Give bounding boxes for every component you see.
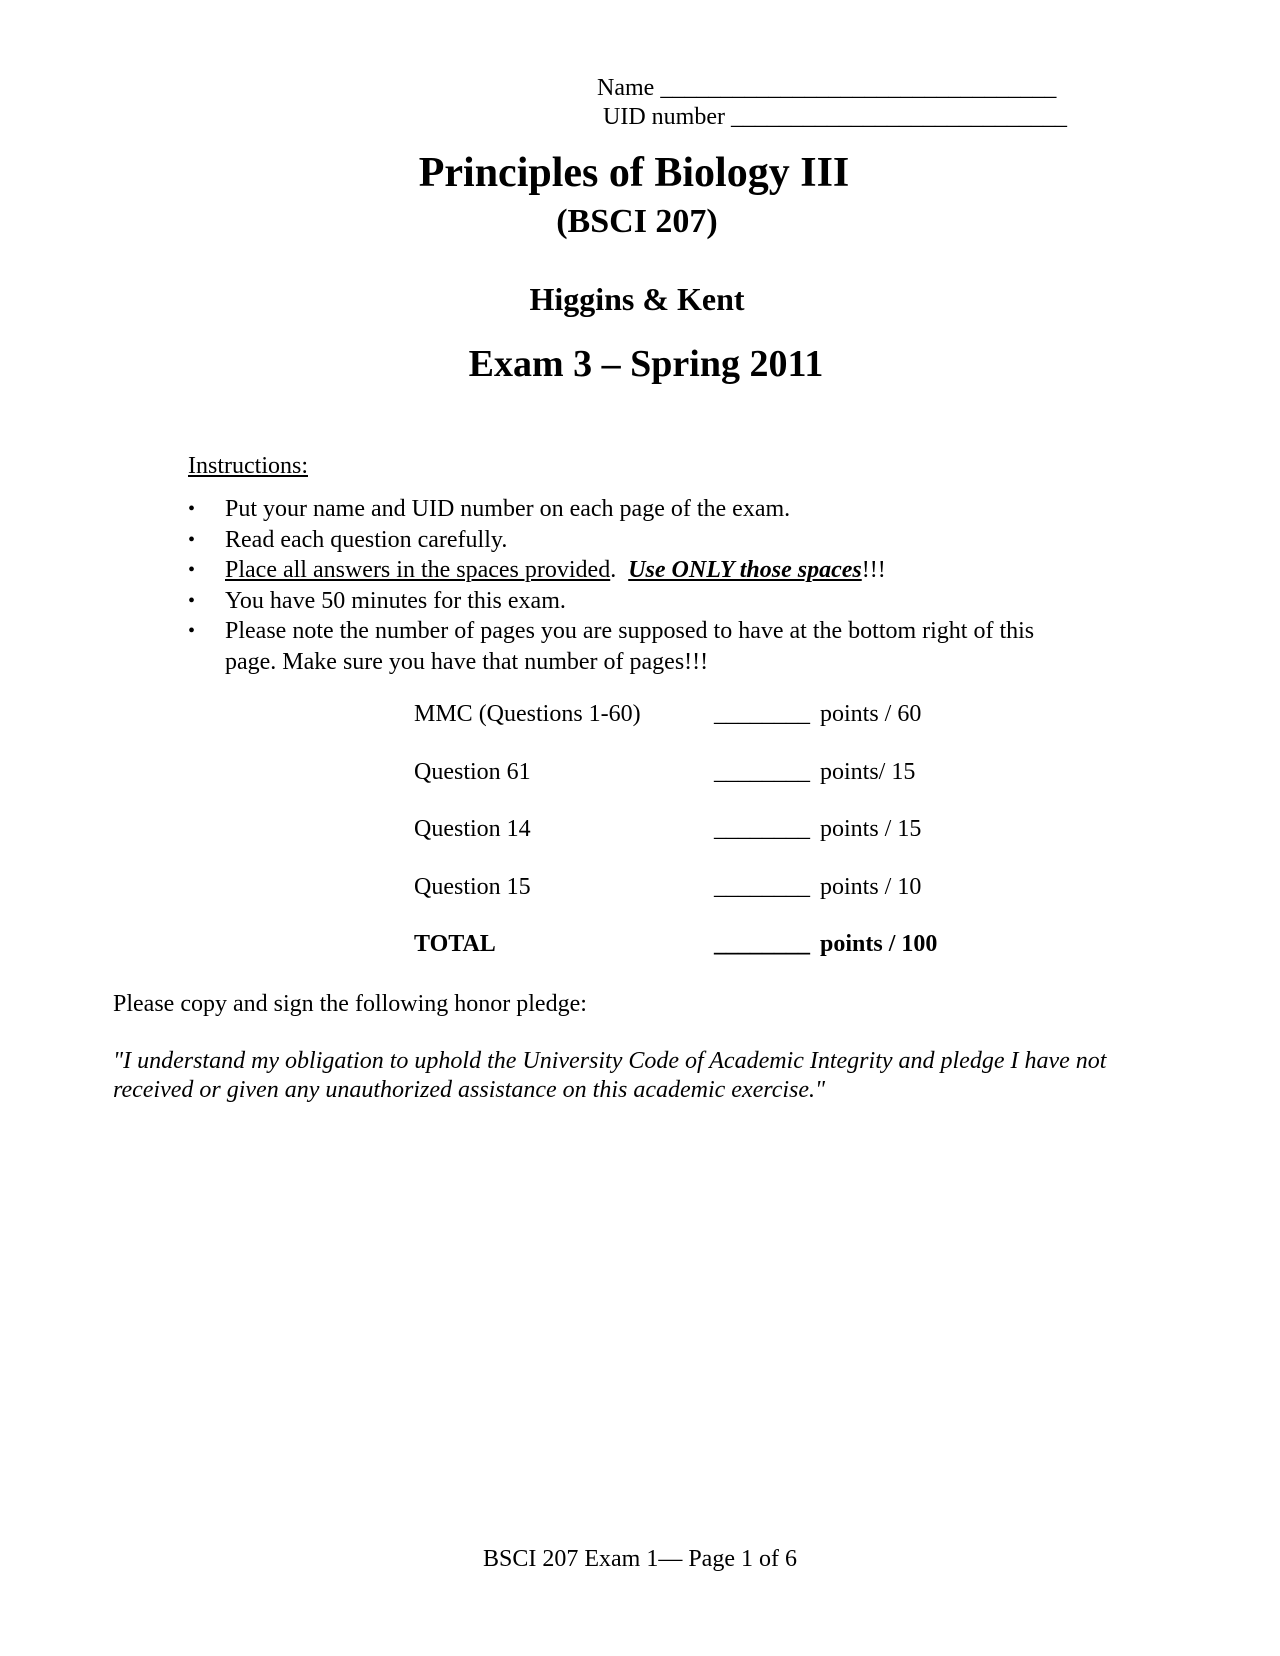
exam-title: Exam 3 – Spring 2011 [468, 343, 824, 385]
instruction-tail: !!! [861, 557, 886, 583]
score-points: points / 60 [820, 701, 922, 727]
bullet-icon: • [188, 559, 196, 581]
score-label: Question 14 [414, 816, 531, 842]
score-blank: ________ [714, 701, 810, 727]
course-code: (BSCI 207) [556, 203, 718, 240]
bullet-icon: • [188, 620, 196, 642]
score-label: Question 61 [414, 758, 531, 785]
score-points: points / 15 [820, 816, 922, 842]
instruction-text: You have 50 minutes for this exam. [225, 587, 566, 614]
instructors: Higgins & Kent [529, 281, 745, 317]
instruction-text: Put your name and UID number on each page of the exam. [225, 496, 791, 522]
student-info-block [597, 74, 1067, 132]
instruction-item [188, 616, 1088, 677]
score-label: Question 15 [414, 873, 531, 900]
instruction-underlined-text: Place all answers in the spaces provided [225, 557, 611, 583]
score-total-label: TOTAL [414, 931, 496, 957]
score-blank: ________ [714, 873, 810, 900]
score-blank: ________ [714, 758, 810, 785]
score-points: points / 10 [820, 873, 922, 900]
honor-pledge-text: "I understand my obligation to uphold the University Code of Academic Integrity and pledge I have not received or given any unauthorized assistance on this academic exercise." [113, 1048, 1107, 1103]
instruction-item [188, 586, 1088, 617]
name-blank: _________________________________ [660, 75, 1057, 101]
bullet-icon: • [188, 589, 196, 612]
course-title: Principles of Biology III [418, 150, 850, 196]
instruction-item [188, 555, 1088, 586]
instruction-period: . [610, 557, 629, 583]
bullet-icon: • [188, 498, 196, 520]
instructions-heading: Instructions: [188, 453, 308, 479]
name-line [597, 74, 1067, 103]
score-blank: ________ [714, 816, 810, 842]
instruction-text: Read each question carefully. [225, 526, 508, 553]
score-label: MMC (Questions 1-60) [414, 701, 641, 727]
instruction-item [188, 525, 1088, 556]
score-points: points/ 15 [820, 758, 916, 785]
name-label: Name [597, 75, 655, 101]
score-total-blank: ________ [714, 931, 810, 957]
pledge-intro: Please copy and sign the following honor pledge: [113, 991, 587, 1017]
page-footer: BSCI 207 Exam 1— Page 1 of 6 [483, 1546, 797, 1572]
instruction-item [188, 494, 1088, 525]
uid-line [597, 103, 1067, 132]
instruction-emphasis: Use ONLY those spaces [628, 557, 862, 583]
score-total-points: points / 100 [820, 931, 938, 957]
uid-blank: ____________________________ [730, 104, 1067, 130]
instruction-text: Please note the number of pages you are supposed to have at the bottom right of this page. Make sure you have that number of pages!!! [225, 618, 1035, 675]
bullet-icon: • [188, 528, 196, 551]
instructions-list [188, 494, 1088, 677]
uid-label: UID number [603, 104, 725, 130]
